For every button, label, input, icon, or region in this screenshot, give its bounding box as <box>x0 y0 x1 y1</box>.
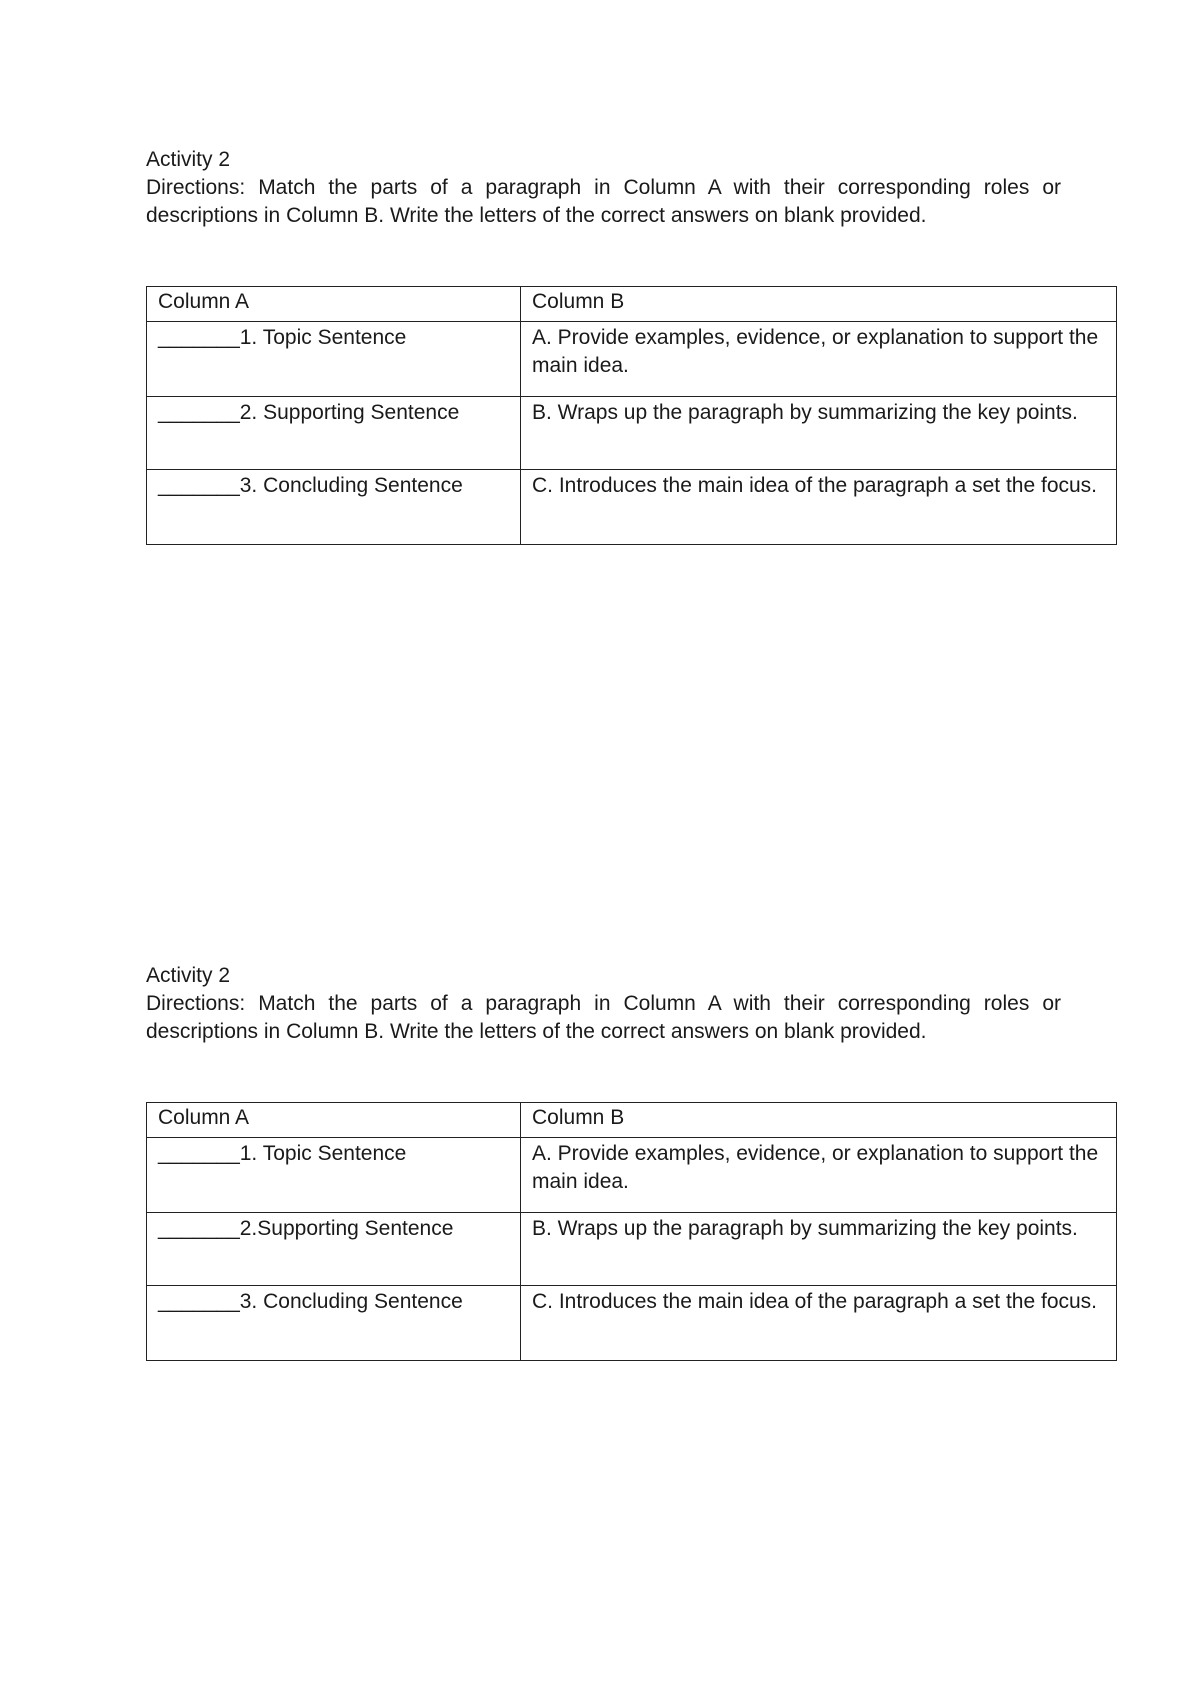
table-header-row <box>147 287 1117 322</box>
column-b-item: A. Provide examples, evidence, or explanation to support the main idea. <box>521 322 1117 397</box>
column-a-item: _______1. Topic Sentence <box>147 1138 521 1213</box>
column-b-item: B. Wraps up the paragraph by summarizing the key points. <box>521 1213 1117 1286</box>
column-a-item: _______1. Topic Sentence <box>147 322 521 397</box>
column-b-header: Column B <box>521 287 1117 322</box>
table-header-row <box>147 1103 1117 1138</box>
directions-text: Directions: Match the parts of a paragraph in Column A with their corresponding roles or descriptions in Column B. Write the letters of the correct answers on blank provided. <box>146 992 1061 1043</box>
matching-table <box>146 286 1117 545</box>
column-b-item: B. Wraps up the paragraph by summarizing the key points. <box>521 397 1117 470</box>
column-b-item: C. Introduces the main idea of the paragraph a set the focus. <box>521 1286 1117 1361</box>
directions-text: Directions: Match the parts of a paragraph in Column A with their corresponding roles or descriptions in Column B. Write the letters of the correct answers on blank provided. <box>146 176 1061 227</box>
table-row <box>147 397 1117 470</box>
column-a-item: _______3. Concluding Sentence <box>147 1286 521 1361</box>
table-row <box>147 470 1117 545</box>
column-a-item: _______3. Concluding Sentence <box>147 470 521 545</box>
activity-section-1 <box>146 146 1116 497</box>
column-a-item: _______2.Supporting Sentence <box>147 1213 521 1286</box>
column-a-header: Column A <box>147 287 521 322</box>
column-b-item: C. Introduces the main idea of the paragraph a set the focus. <box>521 470 1117 545</box>
activity-section-2 <box>146 962 1116 1313</box>
table-row <box>147 322 1117 397</box>
matching-table <box>146 1102 1117 1361</box>
column-b-item: A. Provide examples, evidence, or explanation to support the main idea. <box>521 1138 1117 1213</box>
column-b-header: Column B <box>521 1103 1117 1138</box>
table-row <box>147 1213 1117 1286</box>
column-a-item: _______2. Supporting Sentence <box>147 397 521 470</box>
activity-title: Activity 2 <box>146 148 231 171</box>
table-row <box>147 1286 1117 1361</box>
table-row <box>147 1138 1117 1213</box>
activity-title: Activity 2 <box>146 964 231 987</box>
column-a-header: Column A <box>147 1103 521 1138</box>
